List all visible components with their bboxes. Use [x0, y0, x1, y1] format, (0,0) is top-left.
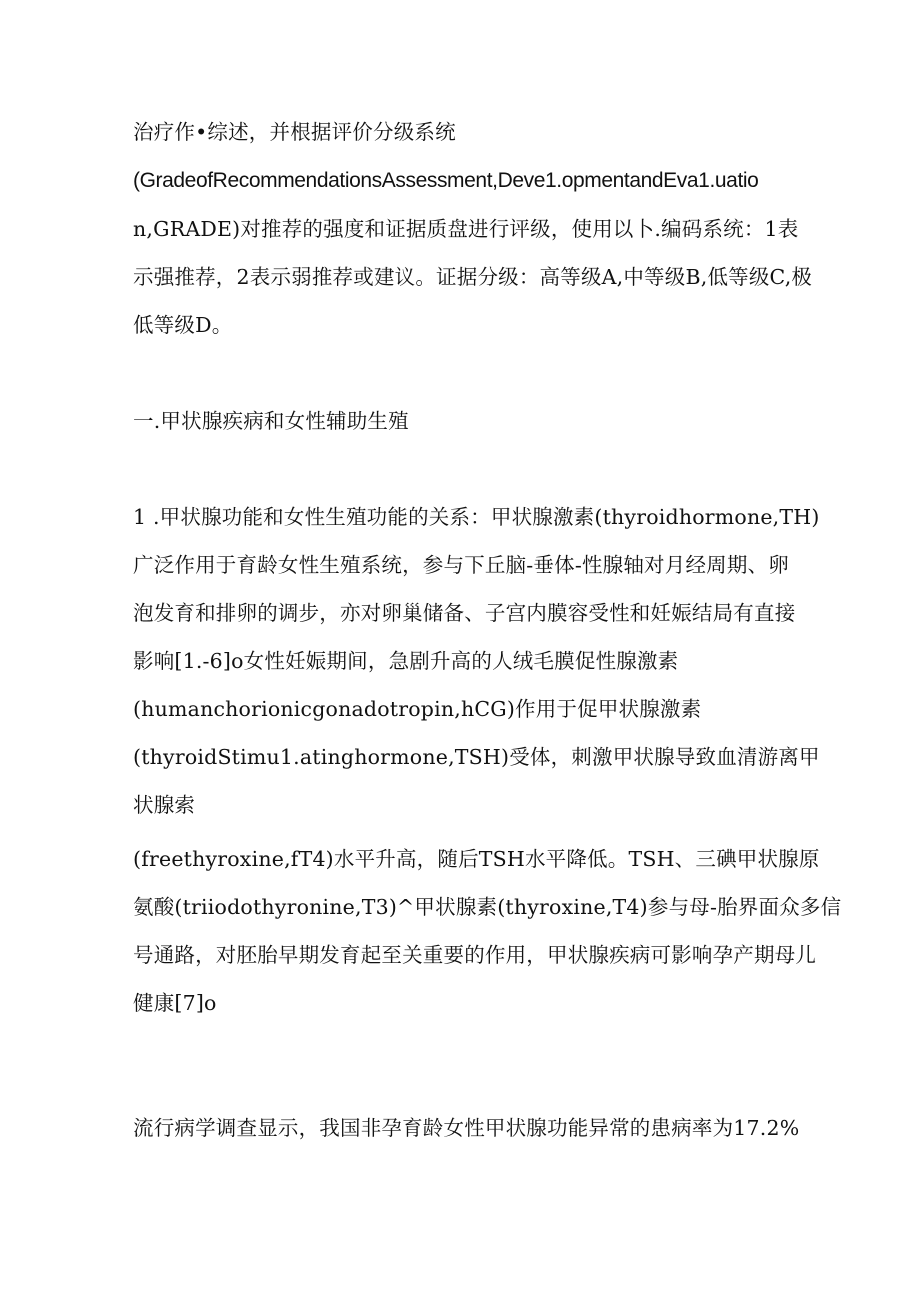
section1-line-6: (thyroidStimu1.atinghormone,TSH)受体，刺激甲状腺导致血清游离甲 — [133, 745, 820, 769]
section1-line-3: 泡发育和排卵的调步，亦对卵巢储备、子宫内膜容受性和妊娠结局有直接 — [133, 601, 796, 625]
section1-line-9: 氨酸(triiodothyronine,T3)^甲状腺素(thyroxine,T4)参与母-胎界面众多信 — [133, 895, 842, 919]
closing-line: 流行病学调查显示，我国非孕育龄女性甲状腺功能异常的患病率为17.2% — [133, 1116, 800, 1140]
intro-line-2: (GradeofRecommendationsAssessment,Deve1.opmentandEva1.uatio — [133, 169, 759, 192]
intro-line-5: 低等级D。 — [133, 313, 233, 337]
section1-line-11: 健康[7]o — [133, 991, 217, 1015]
section-heading: 一.甲状腺疾病和女性辅助生殖 — [133, 409, 409, 433]
section1-line-7: 状腺索 — [133, 793, 196, 817]
intro-line-1: 治疗作•综述，并根据评价分级系统 — [133, 120, 456, 144]
section1-line-10: 号通路，对胚胎早期发育起至关重要的作用，甲状腺疾病可影响孕产期母儿 — [133, 943, 817, 967]
section1-line-2: 广泛作用于育龄女性生殖系统，参与下丘脑-垂体-性腺轴对月经周期、卵 — [133, 553, 789, 577]
section1-line-5: (humanchorionicgonadotropin,hCG)作用于促甲状腺激素 — [133, 697, 702, 721]
section1-line-1: 1 .甲状腺功能和女性生殖功能的关系：甲状腺激素(thyroidhormone,TH) — [133, 505, 820, 529]
section1-line-8: (freethyroxine,fT4)水平升高，随后TSH水平降低。TSH、三碘甲状腺原 — [133, 847, 820, 871]
section1-line-4: 影响[1.-6]o女性妊娠期间，急剧升高的人绒毛膜促性腺激素 — [133, 649, 679, 673]
intro-line-4: 示强推荐，2表示弱推荐或建议。证据分级：高等级A,中等级B,低等级C,极 — [133, 265, 813, 289]
intro-line-3: n,GRADE)对推荐的强度和证据质盘进行评级，使用以卜.编码系统：1表 — [133, 217, 799, 241]
